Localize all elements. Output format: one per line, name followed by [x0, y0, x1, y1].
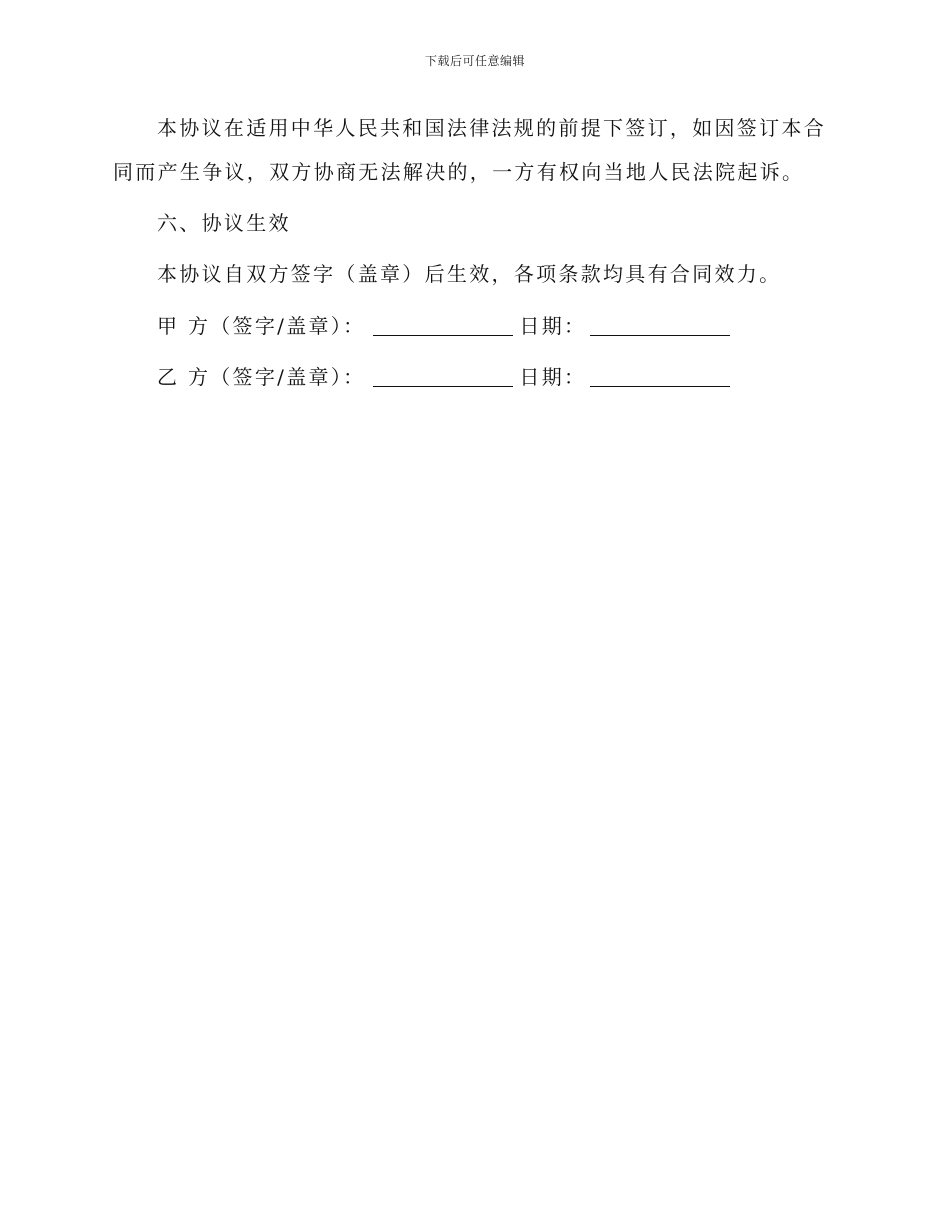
party-a-label: 甲 方（签字/盖章）：	[157, 314, 366, 338]
party-b-date-blank[interactable]	[590, 366, 730, 387]
party-b-date-label: 日期：	[519, 365, 587, 389]
party-b-signature-line	[157, 355, 736, 399]
party-b-label: 乙 方（签字/盖章）：	[157, 365, 366, 389]
section-heading: 六、协议生效	[157, 211, 291, 235]
party-a-signature-line	[157, 304, 736, 348]
party-a-signature-blank[interactable]	[373, 315, 513, 336]
dispute-clause-paragraph: 本协议在适用中华人民共和国法律法规的前提下签订，如因签订本合同而产生争议，双方协商无法解决的，一方有权向当地人民法院起诉。	[113, 116, 826, 184]
page-header-note: 下载后可任意编辑	[424, 54, 525, 68]
party-b-signature-blank[interactable]	[373, 366, 513, 387]
effect-clause-paragraph: 本协议自双方签字（盖章）后生效，各项条款均具有合同效力。	[157, 262, 782, 286]
party-a-date-blank[interactable]	[590, 315, 730, 336]
party-a-date-label: 日期：	[519, 314, 587, 338]
